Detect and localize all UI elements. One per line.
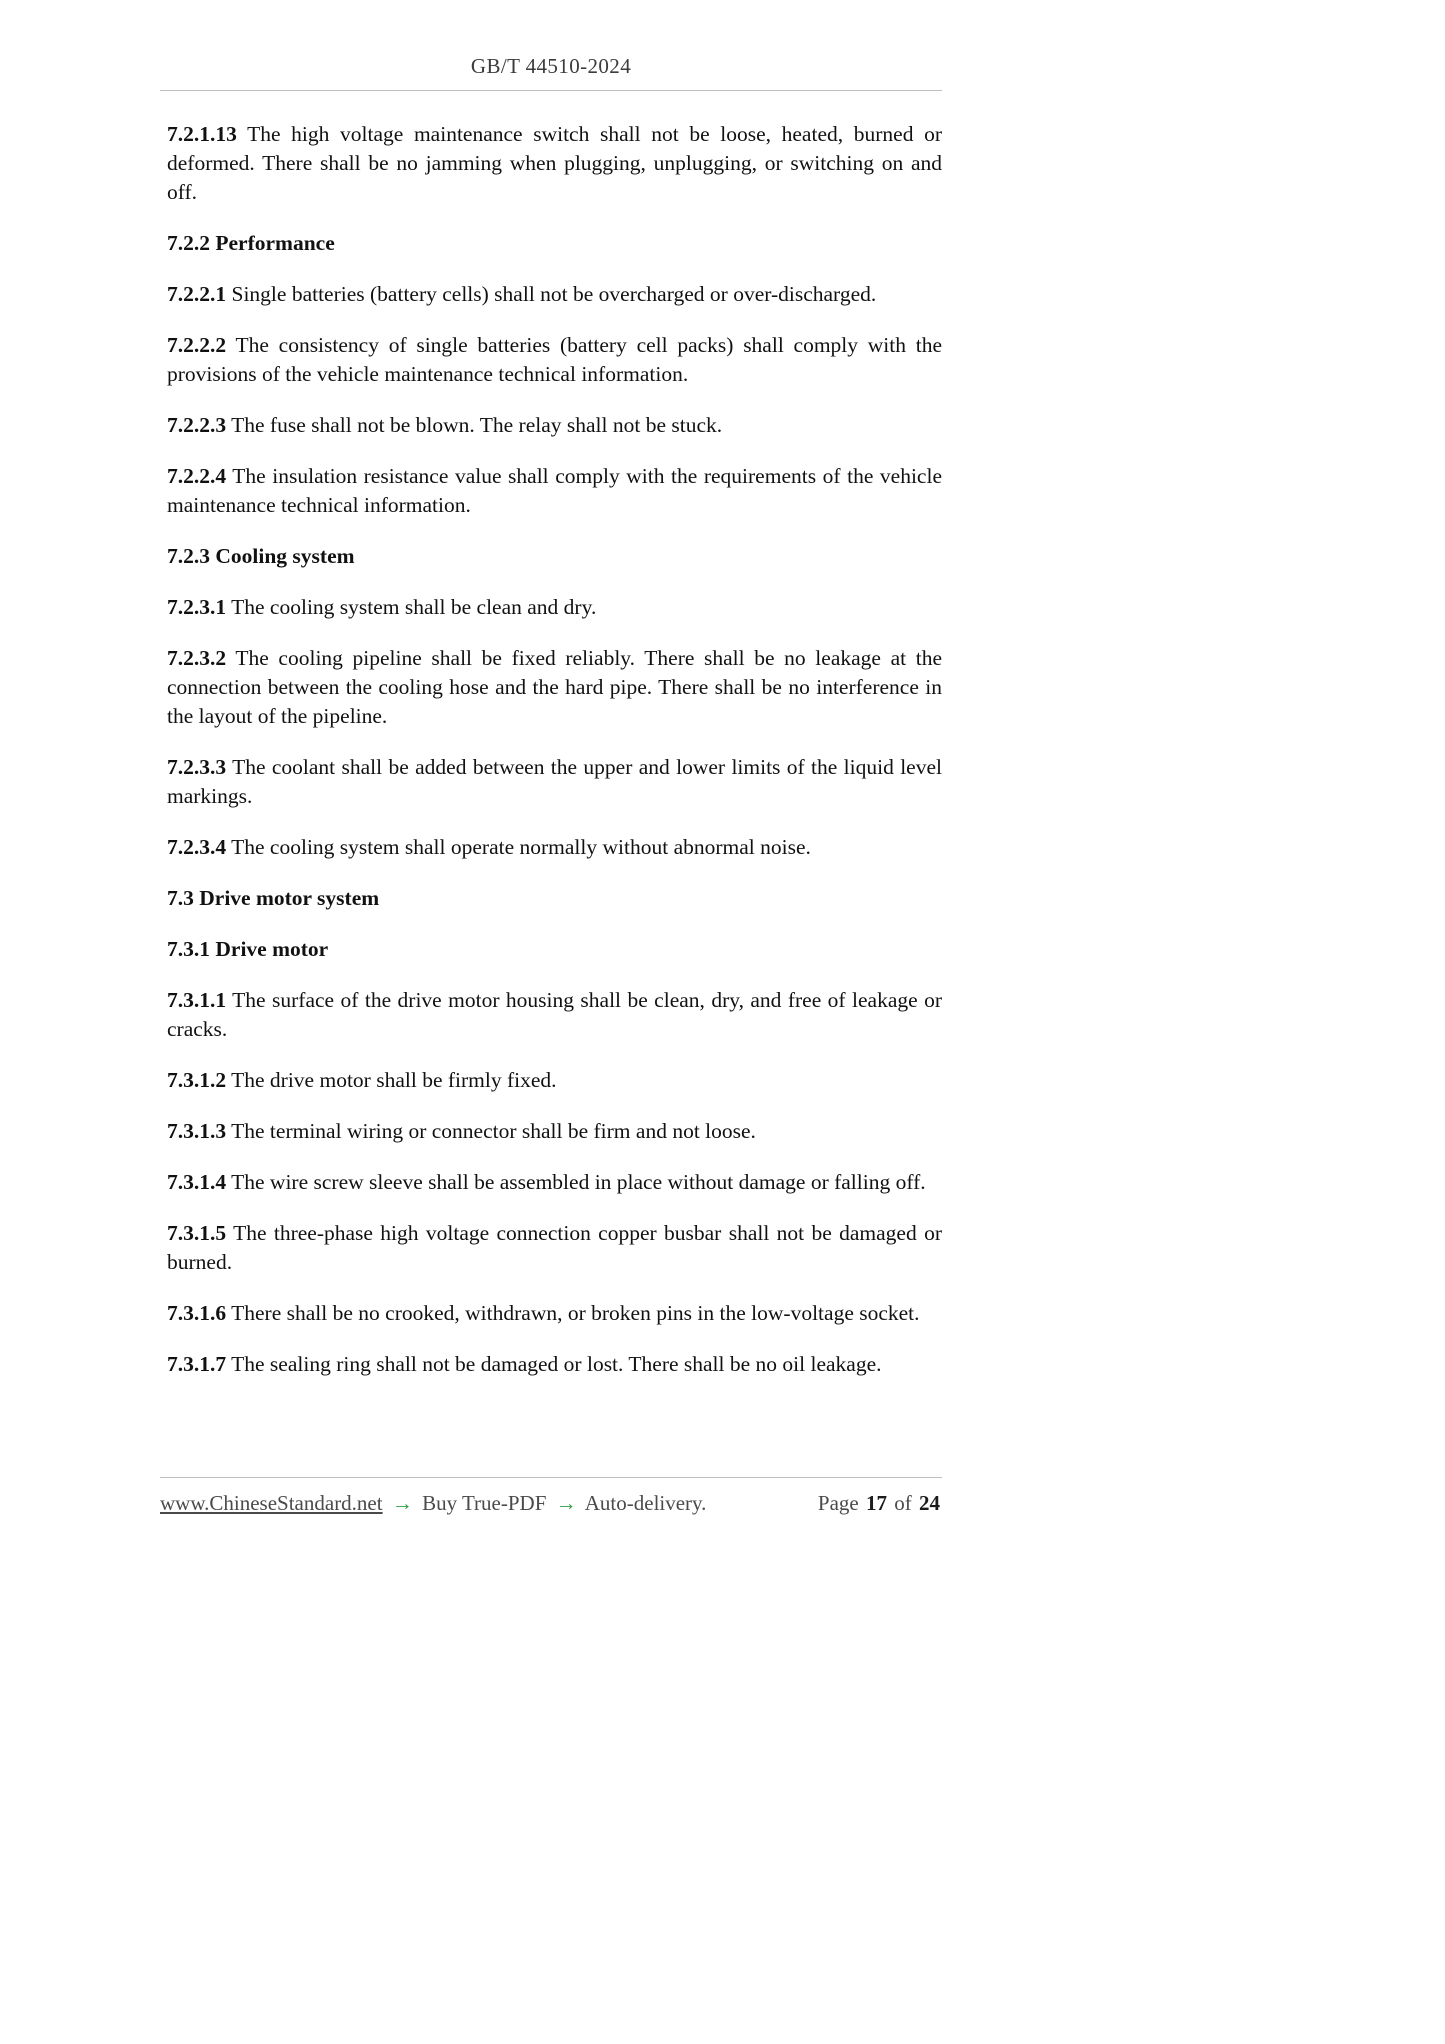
section-number: 7.2.2.2 bbox=[167, 333, 227, 357]
paragraph-text: The cooling pipeline shall be fixed reliably. There shall be no leakage at the connection between the cooling hose and the hard pipe. There shall be no interference in the layout of the pipeline. bbox=[167, 646, 942, 728]
paragraph bbox=[167, 280, 942, 309]
section-number: 7.3 bbox=[167, 886, 194, 910]
page-total: 24 bbox=[919, 1491, 940, 1515]
paragraph bbox=[167, 986, 942, 1044]
paragraph bbox=[167, 1350, 942, 1379]
heading-text: Drive motor system bbox=[199, 886, 380, 910]
paragraph-text: The high voltage maintenance switch shall not be loose, heated, burned or deformed. There shall be no jamming when plugging, unplugging, or switching on and off. bbox=[167, 122, 942, 204]
paragraph bbox=[167, 462, 942, 520]
of-label: of bbox=[894, 1491, 912, 1515]
arrow-icon: → bbox=[555, 1491, 577, 1515]
section-heading bbox=[167, 884, 942, 913]
paragraph-text: The terminal wiring or connector shall be firm and not loose. bbox=[231, 1119, 756, 1143]
paragraph-text: The drive motor shall be firmly fixed. bbox=[231, 1068, 557, 1092]
section-number: 7.2.2 bbox=[167, 231, 210, 255]
page-footer bbox=[160, 1491, 942, 1516]
paragraph-text: Single batteries (battery cells) shall not be overcharged or over-discharged. bbox=[231, 282, 877, 306]
page-current: 17 bbox=[866, 1491, 887, 1515]
heading-text: Performance bbox=[215, 231, 335, 255]
paragraph-text: The insulation resistance value shall comply with the requirements of the vehicle maintenance technical information. bbox=[167, 464, 942, 517]
section-number: 7.3.1.7 bbox=[167, 1352, 227, 1376]
paragraph-text: The coolant shall be added between the upper and lower limits of the liquid level markings. bbox=[167, 755, 942, 808]
page-label: Page bbox=[817, 1491, 859, 1515]
section-number: 7.2.3.1 bbox=[167, 595, 227, 619]
document-body bbox=[167, 120, 942, 1401]
paragraph-text: The fuse shall not be blown. The relay shall not be stuck. bbox=[231, 413, 723, 437]
paragraph-text: The sealing ring shall not be damaged or lost. There shall be no oil leakage. bbox=[231, 1352, 882, 1376]
section-number: 7.2.3.3 bbox=[167, 755, 227, 779]
section-number: 7.3.1.3 bbox=[167, 1119, 227, 1143]
section-number: 7.3.1.6 bbox=[167, 1301, 227, 1325]
section-heading bbox=[167, 229, 942, 258]
section-number: 7.2.2.3 bbox=[167, 413, 227, 437]
paragraph-text: The surface of the drive motor housing shall be clean, dry, and free of leakage or cracks. bbox=[167, 988, 942, 1041]
paragraph bbox=[167, 1299, 942, 1328]
paragraph bbox=[167, 1219, 942, 1277]
paragraph bbox=[167, 331, 942, 389]
paragraph-text: The wire screw sleeve shall be assembled in place without damage or falling off. bbox=[231, 1170, 926, 1194]
section-number: 7.3.1.5 bbox=[167, 1221, 227, 1245]
arrow-icon: → bbox=[391, 1491, 413, 1515]
paragraph bbox=[167, 411, 942, 440]
section-number: 7.3.1.2 bbox=[167, 1068, 227, 1092]
delivery-text: Auto-delivery. bbox=[584, 1491, 707, 1515]
paragraph bbox=[167, 644, 942, 731]
paragraph bbox=[167, 753, 942, 811]
heading-text: Drive motor bbox=[215, 937, 329, 961]
section-number: 7.3.1 bbox=[167, 937, 210, 961]
section-number: 7.2.3 bbox=[167, 544, 210, 568]
paragraph bbox=[167, 1066, 942, 1095]
paragraph-text: There shall be no crooked, withdrawn, or broken pins in the low-voltage socket. bbox=[231, 1301, 920, 1325]
footer-left bbox=[160, 1491, 710, 1516]
paragraph bbox=[167, 833, 942, 862]
document-header-title: GB/T 44510-2024 bbox=[470, 54, 632, 78]
section-heading bbox=[167, 542, 942, 571]
paragraph bbox=[167, 1117, 942, 1146]
site-link[interactable]: www.ChineseStandard.net bbox=[160, 1491, 383, 1515]
section-number: 7.2.3.4 bbox=[167, 835, 227, 859]
paragraph bbox=[167, 593, 942, 622]
paragraph bbox=[167, 1168, 942, 1197]
page-indicator bbox=[818, 1491, 942, 1516]
section-heading bbox=[167, 935, 942, 964]
section-number: 7.3.1.1 bbox=[167, 988, 227, 1012]
section-number: 7.2.3.2 bbox=[167, 646, 227, 670]
paragraph bbox=[167, 120, 942, 207]
paragraph-text: The cooling system shall operate normally without abnormal noise. bbox=[231, 835, 811, 859]
section-number: 7.2.2.4 bbox=[167, 464, 227, 488]
section-number: 7.3.1.4 bbox=[167, 1170, 227, 1194]
section-number: 7.2.1.13 bbox=[167, 122, 237, 146]
paragraph-text: The consistency of single batteries (battery cell packs) shall comply with the provisions of the vehicle maintenance technical information. bbox=[167, 333, 942, 386]
section-number: 7.2.2.1 bbox=[167, 282, 227, 306]
footer-divider bbox=[160, 1477, 942, 1478]
heading-text: Cooling system bbox=[215, 544, 355, 568]
paragraph-text: The three-phase high voltage connection copper busbar shall not be damaged or burned. bbox=[167, 1221, 942, 1274]
header-divider bbox=[160, 90, 942, 91]
buy-text: Buy True-PDF bbox=[422, 1491, 547, 1515]
paragraph-text: The cooling system shall be clean and dry. bbox=[231, 595, 597, 619]
